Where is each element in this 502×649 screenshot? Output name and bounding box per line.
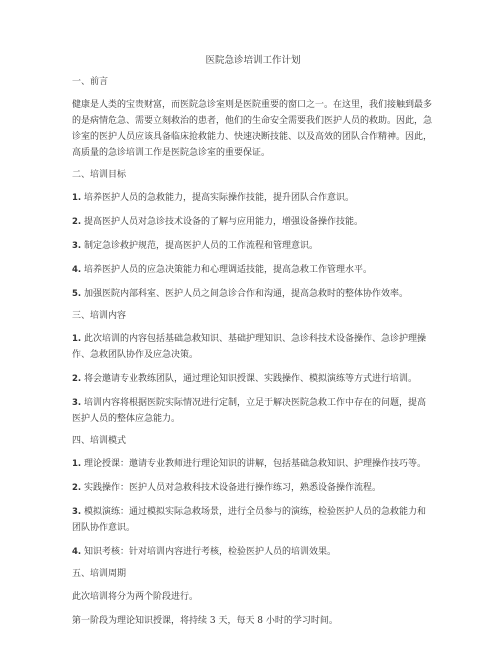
section-heading: 五、培训周期 [72, 569, 127, 579]
paragraph: 健康是人类的宝贵财富，而医院急诊室则是医院重要的窗口之一。在这里，我们接触到最多的是病情危急、需要立刻救治的患者，他们的生命安全需要我们医护人员的救助。因此，急诊室的医护人员应该具备临床抢救能力、快速决断技能、以及高效的团队合作精神。因此，高质量的急诊培训工作是医院急诊室的重要保证。 [72, 100, 433, 158]
list-number: 2. [72, 374, 82, 384]
list-item [72, 331, 434, 363]
list-text: 此次培训的内容包括基础急救知识、基础护理知识、急诊科技术设备操作、急诊护理操作、急救团队协作及应急决策。 [72, 334, 427, 360]
list-text: 模拟演练：通过模拟实际急救场景，进行全员参与的演练，检验医护人员的急救能力和团队协作意识。 [72, 507, 427, 533]
section-heading: 二、培训目标 [72, 170, 127, 180]
list-text: 理论授课：邀请专业教师进行理论知识的讲解，包括基础急救知识、护理操作技巧等。 [84, 459, 427, 469]
list-item [72, 214, 434, 230]
list-text: 培养医护人员的应急决策能力和心理调适技能，提高急救工作管理水平。 [84, 265, 373, 275]
list-number: 4. [72, 547, 82, 557]
list-item [72, 371, 434, 387]
list-item [72, 456, 434, 472]
list-text: 加强医院内部科室、医护人员之间急诊合作和沟通，提高急救时的整体协作效率。 [84, 289, 409, 299]
section-heading: 一、前言 [72, 77, 109, 87]
list-item [72, 395, 434, 427]
list-item [72, 190, 434, 206]
paragraph: 第一阶段为理论知识授课，将持续 3 天，每天 8 小时的学习时间。 [72, 616, 338, 626]
list-number: 3. [72, 241, 82, 251]
list-number: 3. [72, 398, 82, 408]
list-number: 2. [72, 483, 82, 493]
list-item [72, 238, 434, 254]
list-number: 1. [72, 334, 82, 344]
document-title: 医院急诊培训工作计划 [205, 55, 301, 66]
list-text: 知识考核：针对培训内容进行考核，检验医护人员的培训效果。 [84, 547, 337, 557]
list-number: 4. [72, 265, 82, 275]
document-page [72, 54, 434, 637]
list-item [72, 262, 434, 278]
list-text: 培训内容将根据医院实际情况进行定制，立足于解决医院急救工作中存在的问题，提高医护人员的整体应急能力。 [72, 398, 427, 424]
list-number: 5. [72, 289, 82, 299]
paragraph: 此次培训将分为两个阶段进行。 [72, 592, 199, 602]
list-text: 制定急诊救护规范，提高医护人员的工作流程和管理意识。 [84, 241, 319, 251]
list-text: 提高医护人员对急诊技术设备的了解与应用能力，增强设备操作技能。 [84, 217, 364, 227]
list-number: 3. [72, 507, 82, 517]
list-item [72, 480, 434, 496]
list-number: 1. [72, 459, 82, 469]
list-text: 培养医护人员的急救能力，提高实际操作技能，提升团队合作意识。 [84, 193, 355, 203]
list-item [72, 286, 434, 302]
list-number: 1. [72, 193, 82, 203]
list-item [72, 504, 434, 536]
list-text: 实践操作：医护人员对急救科技术设备进行操作练习，熟悉设备操作流程。 [84, 483, 382, 493]
section-heading: 三、培训内容 [72, 311, 127, 321]
list-text: 将会邀请专业教练团队，通过理论知识授课、实践操作、模拟演练等方式进行培训。 [84, 374, 418, 384]
list-number: 2. [72, 217, 82, 227]
section-heading: 四、培训模式 [72, 436, 127, 446]
list-item [72, 544, 434, 560]
